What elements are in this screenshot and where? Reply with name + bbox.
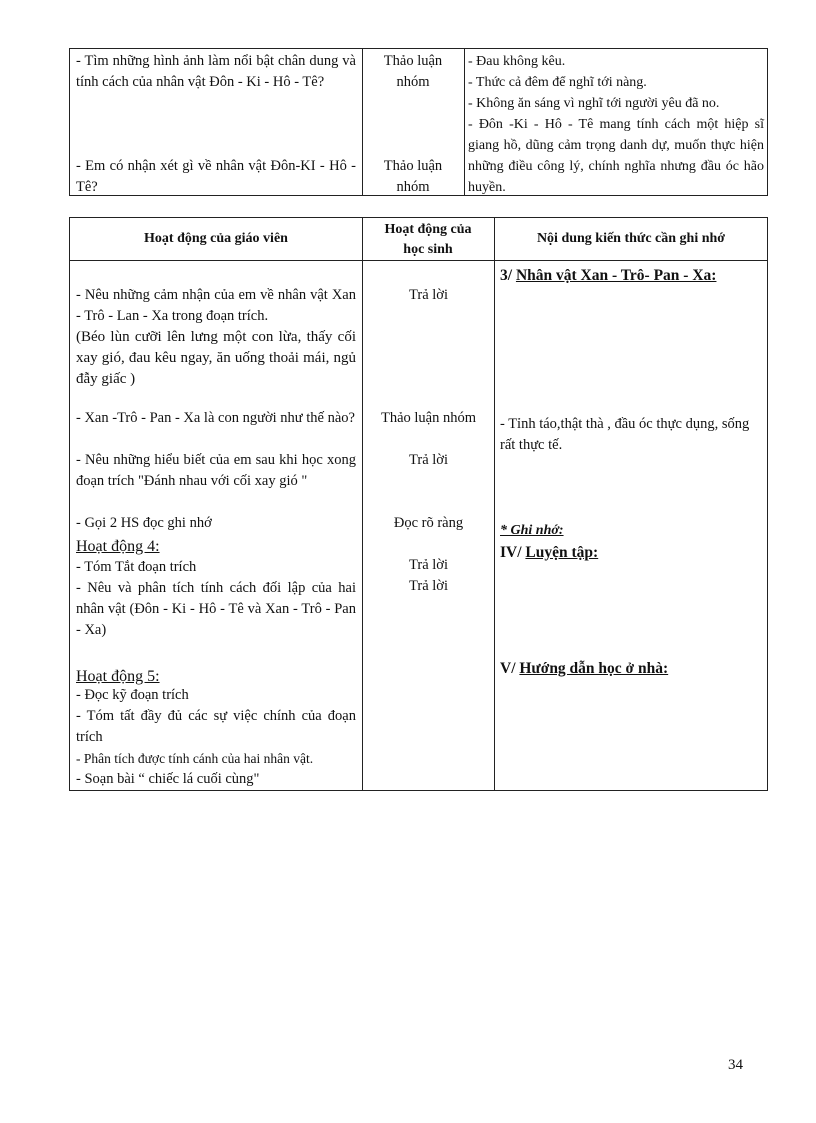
student-activity: Trả lời bbox=[409, 578, 448, 594]
student-activity: Trả lời bbox=[409, 452, 448, 468]
content-list bbox=[468, 51, 764, 198]
student-activity: Thảo luận nhóm bbox=[380, 410, 477, 426]
content-item: - Thức cả đêm để nghĩ tới nàng. bbox=[468, 75, 647, 90]
top-table bbox=[69, 48, 768, 196]
homework-item: - Phân tích được tính cánh của hai nhân vật. bbox=[76, 751, 314, 766]
teacher-question-1: - Tìm những hình ảnh làm nổi bật chân dung và tính cách của nhân vật Đôn - Ki - Hô - Tê? bbox=[76, 53, 356, 90]
section-number: IV/ bbox=[500, 544, 522, 561]
homework-item: - Tóm tất đầy đủ các sự việc chính của đoạn trích bbox=[76, 708, 356, 745]
teacher-prompt: - Gọi 2 HS đọc ghi nhớ bbox=[76, 515, 212, 531]
column-divider bbox=[494, 218, 495, 790]
homework-item: - Đọc kỹ đoạn trích bbox=[76, 687, 189, 703]
student-activity-1: Thảo luận nhóm bbox=[383, 53, 443, 90]
section-3-heading bbox=[500, 265, 768, 286]
header-divider bbox=[70, 260, 767, 261]
student-activity: Trả lời bbox=[409, 557, 448, 573]
section-title: Luyện tập: bbox=[525, 544, 599, 561]
teacher-prompt: - Nêu những hiểu biết của em sau khi học xong đoạn trích "Đánh nhau với cối xay gió " bbox=[76, 452, 356, 489]
content-note: - Tỉnh táo,thật thà , đầu óc thực dụng, sống rất thực tế. bbox=[500, 416, 750, 453]
column-divider bbox=[464, 49, 465, 195]
content-item: - Không ăn sáng vì nghĩ tới người yêu đã no. bbox=[468, 96, 720, 111]
column-divider bbox=[362, 49, 363, 195]
content-item: - Đau không kêu. bbox=[468, 54, 566, 69]
section-title: Nhân vật Xan - Trô- Pan - Xa: bbox=[515, 267, 717, 284]
memo-text: * Ghi nhớ: bbox=[500, 523, 564, 538]
teacher-note: (Béo lùn cưỡi lên lưng một con lừa, thấy cối xay gió, đau kêu ngay, ăn uống thoải mái, ngủ đẫy giấc ) bbox=[76, 329, 356, 387]
content-item: - Đôn -Ki - Hô - Tê mang tính cách một hiệp sĩ giang hồ, dũng cảm trọng danh dự, muốn thực hiện những điều công lý, chính nghĩa nhưng đầu óc hão huyền. bbox=[468, 117, 764, 195]
section-5-heading bbox=[500, 658, 768, 679]
activity-4-heading: Hoạt động 4: bbox=[76, 538, 160, 555]
header-student: Hoạt động của học sinh bbox=[384, 222, 472, 257]
section-number: V/ bbox=[500, 660, 516, 677]
teacher-prompt: - Tóm Tắt đoạn trích bbox=[76, 559, 197, 575]
header-teacher: Hoạt động của giáo viên bbox=[144, 231, 288, 246]
student-activity: Trả lời bbox=[409, 287, 448, 303]
homework-item: - Soạn bài “ chiếc lá cuối cùng" bbox=[76, 771, 260, 787]
page-number: 34 bbox=[728, 1057, 743, 1073]
activity-5-heading: Hoạt động 5: bbox=[76, 668, 160, 685]
memo-label bbox=[500, 520, 564, 541]
lesson-table bbox=[69, 217, 768, 791]
header-content: Nội dung kiến thức cần ghi nhớ bbox=[536, 231, 726, 246]
teacher-prompt: - Xan -Trô - Pan - Xa là con người như thế nào? bbox=[76, 410, 355, 426]
teacher-question-2: - Em có nhận xét gì về nhân vật Đôn-KI - Hô - Tê? bbox=[76, 158, 356, 195]
student-activity-2: Thảo luận nhóm bbox=[383, 158, 443, 195]
teacher-prompt: - Nêu và phân tích tính cách đối lập của hai nhân vật (Đôn - Ki - Hô - Tê và Xan - Trô - Pan - Xa) bbox=[76, 580, 356, 638]
student-activity: Đọc rõ ràng bbox=[393, 515, 464, 531]
section-number: 3/ bbox=[500, 267, 513, 284]
section-4-heading bbox=[500, 542, 768, 563]
section-title: Hướng dẫn học ở nhà: bbox=[519, 660, 669, 677]
teacher-prompt: - Nêu những cảm nhận của em về nhân vật Xan - Trô - Lan - Xa trong đoạn trích. bbox=[76, 287, 356, 324]
